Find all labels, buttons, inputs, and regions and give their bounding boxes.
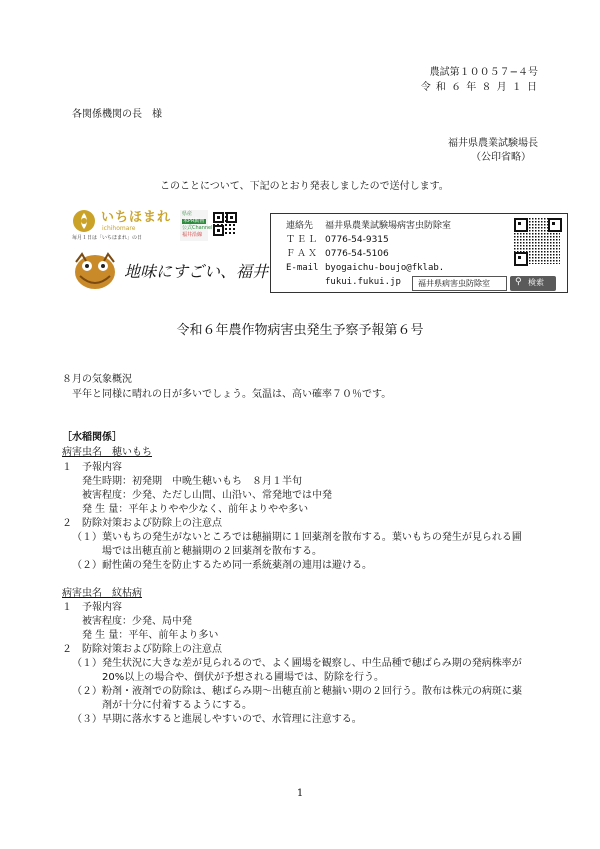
search-input-text: 福井県病害虫防除室: [418, 279, 490, 288]
email-label: E-mail: [286, 263, 319, 273]
document-date: 令 和 ６ 年 ８ 月 １ 日: [420, 82, 538, 93]
fax-label: ＦＡＸ: [286, 249, 320, 259]
search-icon: ⚲: [515, 277, 522, 287]
search-button[interactable]: [510, 276, 556, 291]
search-button-label: 検索: [528, 278, 544, 287]
pest1-period: 発生時期：初発期 中晩生穂いもち ８月１半旬: [82, 476, 302, 487]
ichihomare-emblem-icon: [72, 209, 96, 233]
pest1-forecast-title: １ 予報内容: [62, 462, 122, 473]
pest2-damage: 被害程度：少発、局中発: [82, 616, 192, 627]
weather-heading: ８月の気象概況: [62, 374, 132, 385]
pest2-amount: 発 生 量：平年、前年より多い: [82, 630, 219, 641]
fukui-slogan: 地味にすごい、福井: [124, 262, 269, 281]
pest2-note-2b: 剤が十分に付着するようにする。: [102, 700, 252, 711]
pest1-note-1a: （１）葉いもちの発生がないところでは穂揃期に１回薬剤を散布する。葉いもちの発生が見られる圃: [72, 532, 522, 543]
pest-name-sheath-blight: 病害虫名 紋枯病: [62, 588, 142, 599]
pest-name-panicle-blast: 病害虫名 穂いもち: [62, 447, 152, 458]
addressee: 各関係機関の長 様: [72, 109, 162, 120]
contact-qr-code-icon[interactable]: [514, 218, 560, 264]
weather-text: 平年と同様に晴れの日が多いでしょう。気温は、高い確率７０％です。: [72, 389, 392, 400]
pest2-note-2a: （２）粉剤・液剤での防除は、穂ばらみ期〜出穂直前と穂揃い期の２回行う。散布は株元の病斑に薬: [72, 686, 522, 697]
contact-label: 連絡先: [286, 221, 314, 231]
pest1-note-1b: 場では出穂直前と穂揃期の２回薬剤を散布する。: [102, 546, 322, 557]
email-line-2[interactable]: fukui.fukui.jp: [325, 277, 401, 287]
tel-label: ＴＥＬ: [286, 235, 320, 245]
pest2-note-1b: 20%以上の場合や、倒伏が予想される圃場では、防除を行う。: [102, 672, 385, 683]
page-number: 1: [296, 788, 304, 799]
pest2-control-title: ２ 防除対策および防除上の注意点: [62, 644, 222, 655]
pest1-control-title: ２ 防除対策および防除上の注意点: [62, 518, 222, 529]
fukui-mascot-icon: [72, 252, 118, 292]
channel-label-3: 公式Channel: [182, 225, 213, 231]
tel-number: 0776-54-9315: [325, 235, 389, 245]
intro-text: このことについて、下記のとおり発表しましたので送付します。: [160, 181, 449, 192]
pest2-note-1a: （１）発生状況に大きな差が見られるので、よく圃場を観察し、中生品種で穂ばらみ期の発病株率が: [72, 658, 522, 669]
search-input[interactable]: [412, 276, 507, 291]
pest2-forecast-title: １ 予報内容: [62, 602, 122, 613]
rice-channel-badge[interactable]: [180, 210, 213, 241]
pest1-damage: 被害程度：少発、ただし山間、山沿い、常発地では中発: [82, 490, 332, 501]
section-heading-rice: ［水稲関係］: [62, 432, 122, 443]
pest1-amount: 発 生 量：平年よりやや少なく、前年よりやや多い: [82, 504, 309, 515]
channel-label-2: 米PR動画: [183, 218, 205, 224]
document-number: 農試第１００５７−４号: [429, 67, 538, 78]
ichihomare-caption: 毎月１日は「いちほまれ」の日: [72, 235, 143, 241]
email-line-1[interactable]: byogaichu-boujo@fklab.: [325, 263, 445, 273]
pest1-note-2: （２）耐性菌の発生を防止するため同一系統薬剤の連用は避ける。: [72, 560, 372, 571]
page-title: 令和６年農作物病害虫発生予察予報第６号: [176, 323, 424, 338]
channel-label-4: 福井沿線: [182, 232, 203, 238]
pest2-note-3: （３）早期に落水すると進展しやすいので、水管理に注意する。: [72, 714, 362, 725]
contact-org: 福井県農業試験場病害虫防除室: [325, 221, 452, 231]
seal-note: （公印省略）: [471, 152, 531, 163]
sender-title: 福井県農業試験場長: [448, 138, 538, 149]
fax-number: 0776-54-5106: [325, 249, 389, 259]
ichihomare-logo-text: いちほまれ: [101, 210, 172, 225]
ichihomare-romaji: ichihomare: [102, 225, 136, 232]
channel-qr-code-icon[interactable]: [213, 212, 237, 236]
channel-label-1: 県産: [182, 211, 193, 217]
